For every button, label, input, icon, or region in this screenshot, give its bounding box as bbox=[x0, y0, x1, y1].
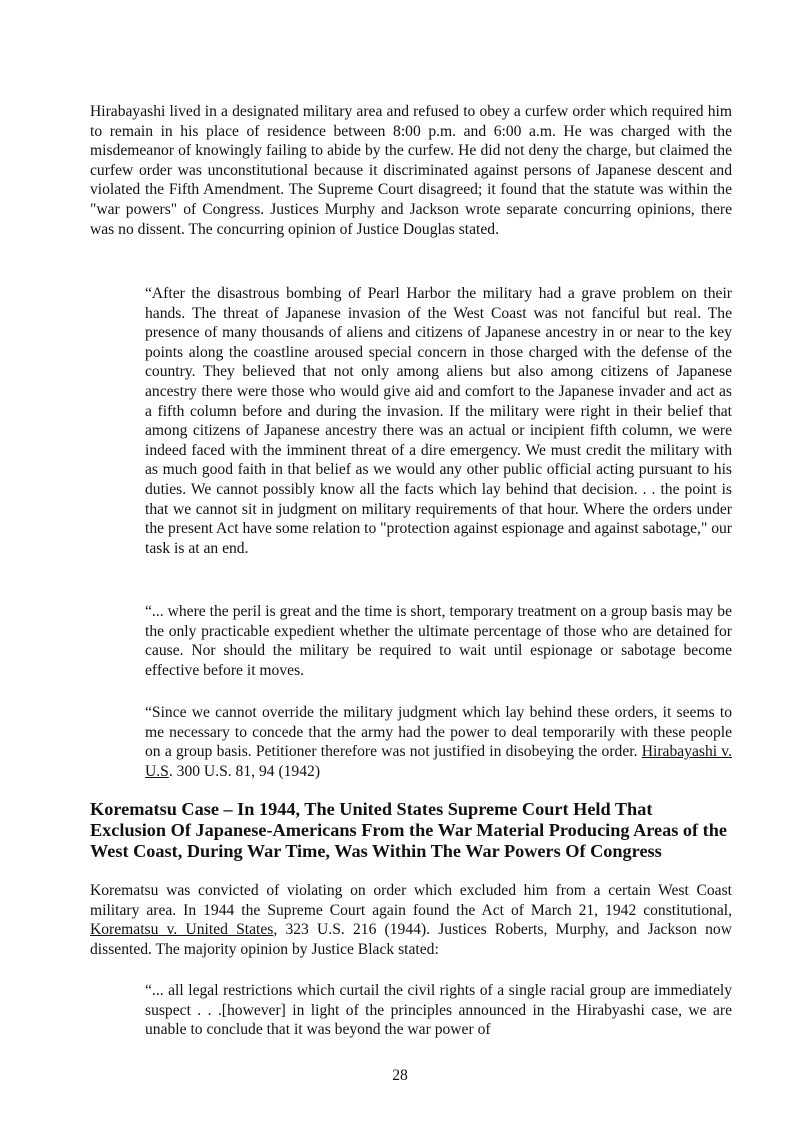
citation-reporter: . 300 U.S. 81, 94 (1942) bbox=[168, 762, 321, 780]
page-number: 28 bbox=[392, 1067, 408, 1084]
quote-douglas-2: “... where the peril is great and the time is short, temporary treatment on a group basis may be the only practicable expedient whether the ultimate percentage of those who are detained for cause. Nor should the military be required to wait until espionage or sabotage become effective before it moves. bbox=[145, 603, 732, 679]
case-citation-hirabayashi: Hirabayashi v. U.S bbox=[145, 743, 732, 780]
section-heading-korematsu: Korematsu Case – In 1944, The United States Supreme Court Held That Exclusion Of Japanese-Americans From the War Material Producing Areas of the West Coast, During War Time, Was Within The War Powers Of Congress bbox=[90, 799, 728, 861]
quote-black: “... all legal restrictions which curtail the civil rights of a single racial group are immediately suspect . . .[however] in light of the principles announced in the Hirabyashi case, we are unable to conclude that it was beyond the war power of bbox=[145, 982, 732, 1039]
paragraph-hirabayashi: Hirabayashi lived in a designated military area and refused to obey a curfew order which required him to remain in his place of residence between 8:00 p.m. and 6:00 a.m. He was charged with the misdemeanor of knowingly failing to abide by the curfew. He did not deny the charge, but claimed the curfew order was unconstitutional because it discriminated against persons of Japanese descent and violated the Fifth Amendment. The Supreme Court disagreed; it found that the statute was within the "war powers" of Congress. Justices Murphy and Jackson wrote separate concurring opinions, there was no dissent. The concurring opinion of Justice Douglas stated. bbox=[90, 103, 732, 238]
paragraph-korematsu bbox=[90, 881, 732, 959]
paragraph-text-continued: , 323 U.S. 216 (1944). Justices Roberts, Murphy, and Jackson now dissented. The majority opinion by Justice Black stated: bbox=[90, 921, 732, 958]
case-citation-korematsu: Korematsu v. United States bbox=[90, 921, 274, 939]
quote-douglas-3 bbox=[145, 703, 732, 781]
quote-text: “Since we cannot override the military judgment which lay behind these orders, it seems to me necessary to concede that the army had the power to deal temporarily with these people on a group basis. Petitioner therefore was not justified in disobeying the order. bbox=[145, 704, 732, 761]
paragraph-text: Korematsu was convicted of violating on order which excluded him from a certain West Coast military area. In 1944 the Supreme Court again found the Act of March 21, 1942 constitutional, bbox=[90, 882, 732, 919]
quote-douglas-1: “After the disastrous bombing of Pearl Harbor the military had a grave problem on their hands. The threat of Japanese invasion of the West Coast was not fanciful but real. The presence of many thousands of aliens and citizens of Japanese ancestry in or near to the key points along the coastline aroused special concern in those charged with the defense of the country. They believed that not only among aliens but also among citizens of Japanese ancestry there were those who would give aid and comfort to the Japanese invader and act as a fifth column before and during the invasion. If the military were right in their belief that among citizens of Japanese ancestry there was an actual or incipient fifth column, we were indeed faced with the imminent threat of a dire emergency. We must credit the military with as much good faith in that belief as we would any other public official acting pursuant to his duties. We cannot possibly know all the facts which lay behind that decision. . . the point is that we cannot sit in judgment on military requirements of that hour. Where the orders under the present Act have some relation to "protection against espionage and against sabotage," our task is at an end. bbox=[145, 285, 732, 557]
